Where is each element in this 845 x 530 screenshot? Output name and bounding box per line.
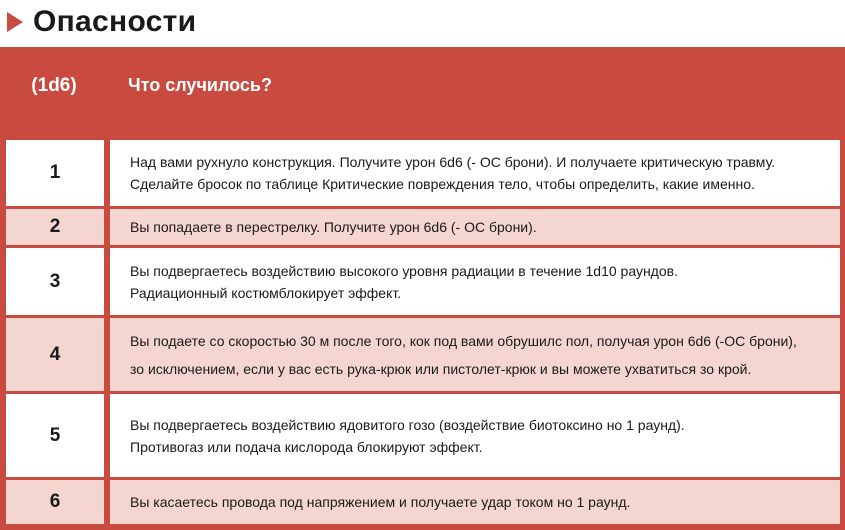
table-row <box>6 140 840 206</box>
result-line: Вы подвергаетесь воздействию высокого уровня радиации в течение 1d10 раундов. <box>130 262 678 279</box>
result-line: Над вами рухнуло конструкция. Получите урон 6d6 (- ОС брони). И получаете критическую травму. <box>130 154 776 170</box>
result-line: Противогаз или подача кислорода блокируют эффект. <box>130 438 483 455</box>
result-line: Сделайте бросок по таблице Критические повреждения тело, чтобы определить, какие именно. <box>130 176 755 192</box>
table-row <box>6 394 840 477</box>
table-row <box>6 318 840 391</box>
table-row <box>6 480 840 524</box>
hazards-table <box>0 47 845 530</box>
header-roll: (1d6) <box>31 75 77 96</box>
result-text <box>110 394 840 477</box>
result-text <box>110 318 840 391</box>
result-line: зо исключением, если у вас есть рука-крюк или пистолет-крюк и вы можете ухватиться зо крой. <box>130 360 752 377</box>
result-line: Вы касаетесь провода под напряжением и получаете удар током но 1 раунд. <box>130 494 631 510</box>
title-bar <box>0 0 196 44</box>
table-row <box>6 248 840 315</box>
result-line: Вы попадаете в перестрелку. Получите урон 6d6 (- ОС брони). <box>130 219 537 235</box>
roll-number: 5 <box>6 394 104 477</box>
roll-number: 3 <box>6 248 104 315</box>
result-line: Вы подаете со скоростью 30 м после того, кок под вами обрушилс пол, получая урон 6d6 (-ОС брони), <box>130 332 797 349</box>
result-line: Вы подвергаетесь воздействию ядовитого гозо (воздействие биотоксино но 1 раунд). <box>130 416 685 433</box>
table-header <box>0 47 845 140</box>
roll-number: 4 <box>6 318 104 391</box>
result-text <box>110 140 840 206</box>
roll-number: 1 <box>6 140 104 206</box>
result-line: Радиационный костюмблокирует эффект. <box>130 284 402 301</box>
page-title: Опасности <box>33 5 197 38</box>
header-question: Что случилось? <box>128 75 272 95</box>
result-text <box>110 480 840 524</box>
result-text <box>110 248 840 315</box>
roll-number: 6 <box>6 480 104 524</box>
result-text <box>110 209 840 245</box>
triangle-bullet-icon <box>7 12 23 32</box>
roll-number: 2 <box>6 209 104 245</box>
table-row <box>6 209 840 245</box>
